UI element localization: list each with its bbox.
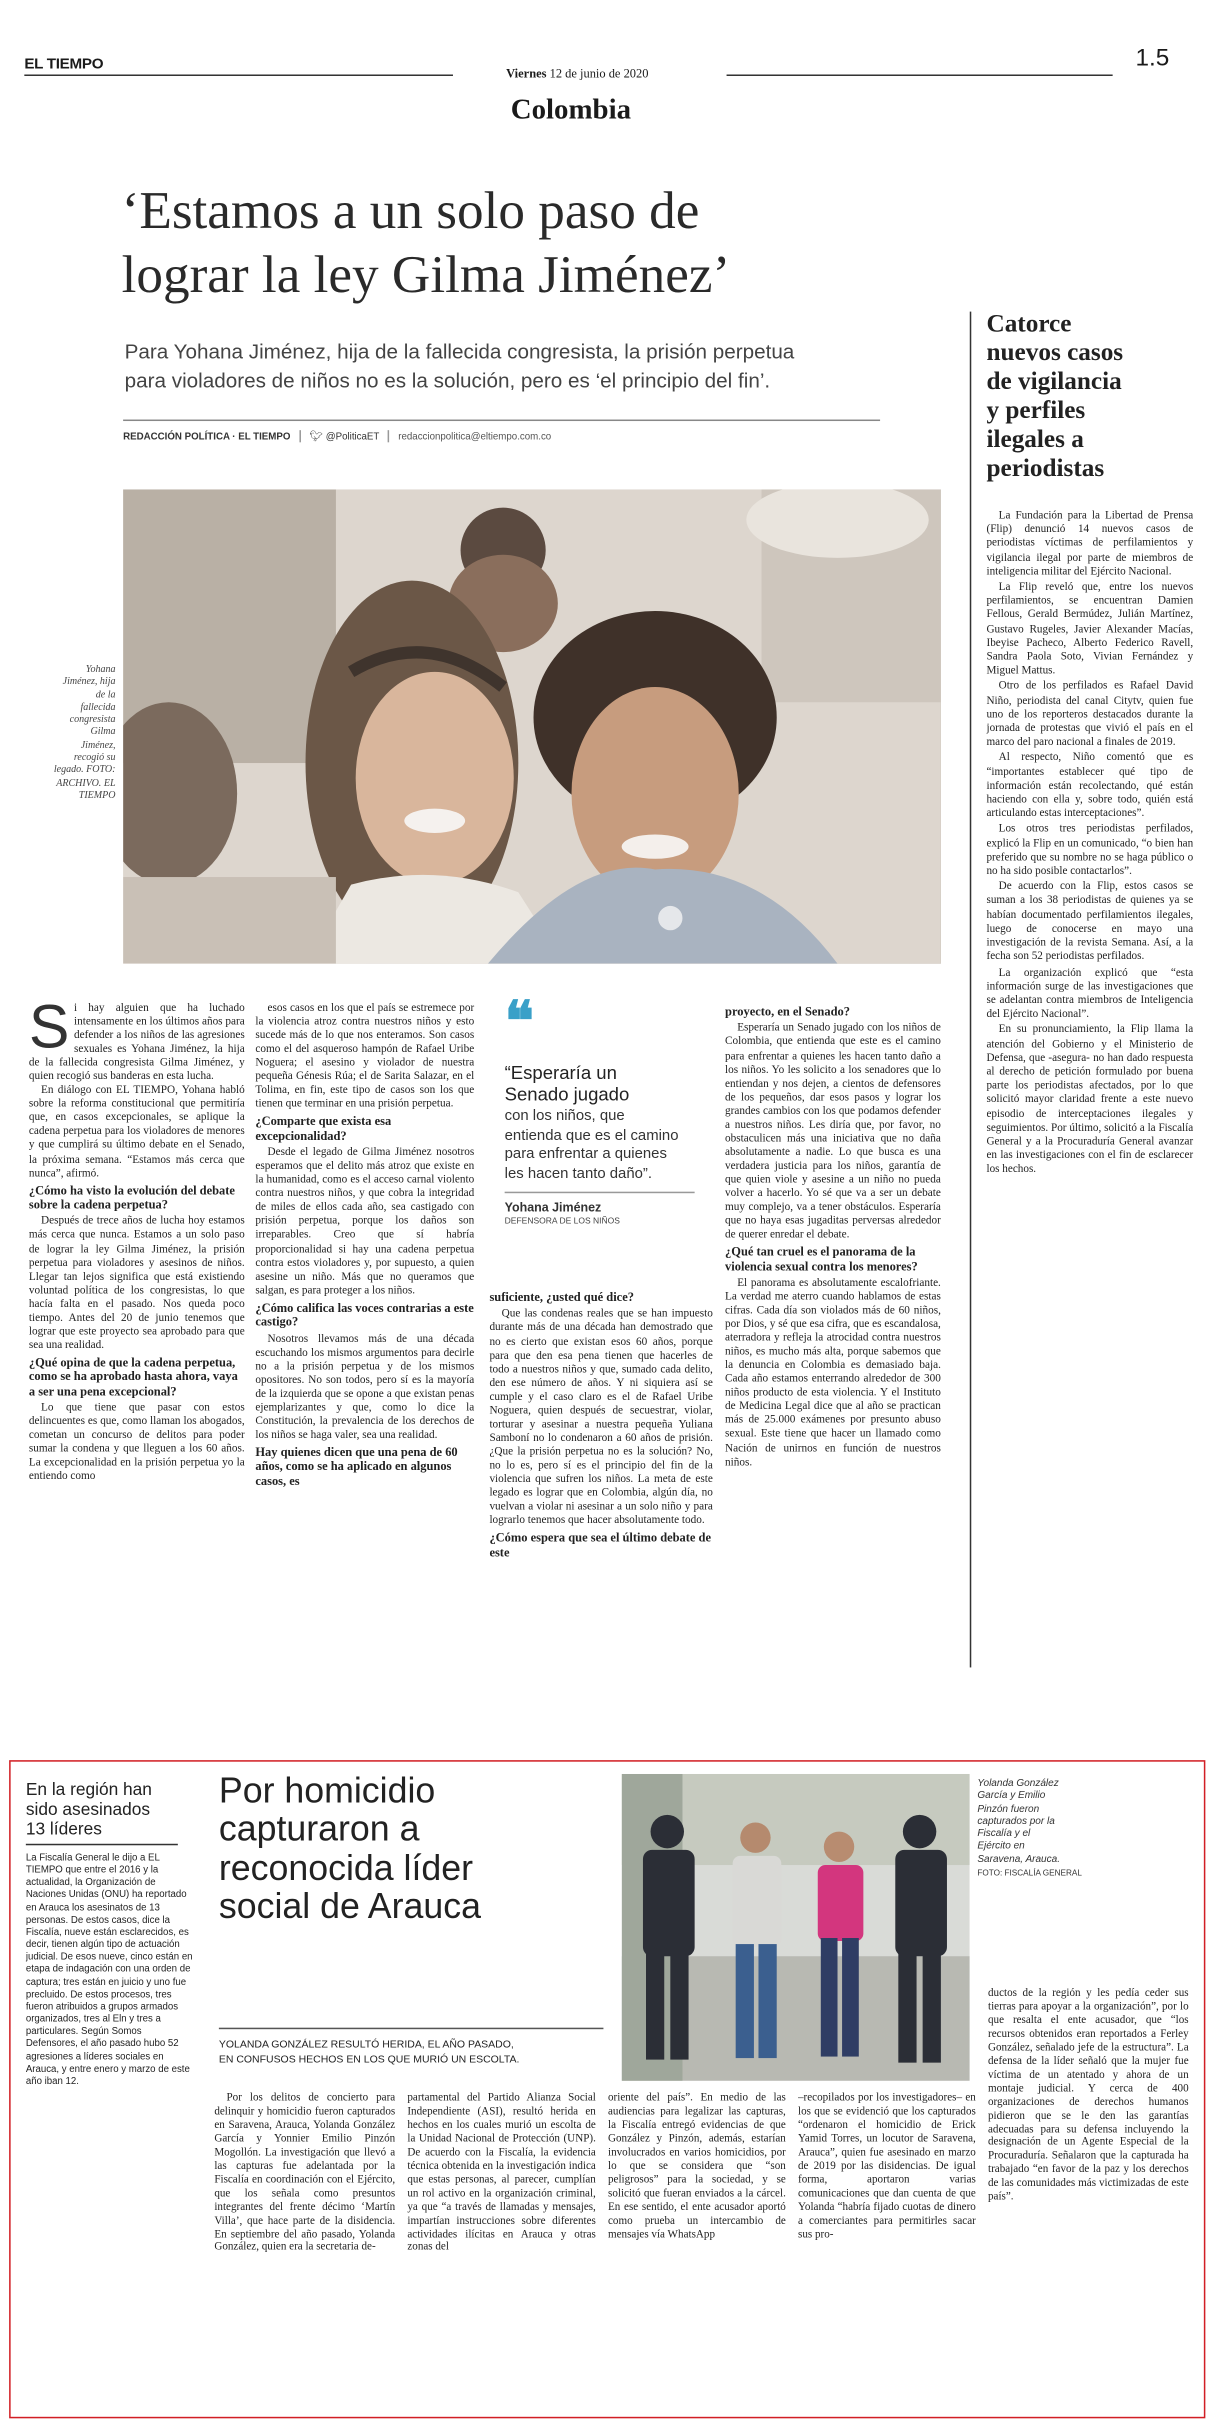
- headline-line: reconocida líder: [218, 1847, 474, 1888]
- body-paragraph: En diálogo con EL TIEMPO, Yohana habló sobre la reforma constitucional que permitiría que, en casos excepcionales, se aplique la cadena perpetua para los violadores de menores y que cumplirá su último debate en el Senado, la próxima semana. “Estamos más cerca que nunca”, afirmó.: [28, 1082, 245, 1179]
- body-paragraph: Que las condenas reales que se han impuesto durante más de una década han demostrado que no es cierto que existan esos 60 años, porque para que den esa pena tienen que hacerles de todo a nuestros niños y que, sumado cada delito, den ese número de años. Y ni siquiera así se cumple y el caso claro es el de Rafael Uribe Noguera, quien después de secuestrar, violar, torturar y asesinar a nuestra pequeña Yuliana Samboní no lo condenaron a 60 años de prisión. ¿Que la prisión perpetua no es la solución? No, no lo es, pero sí es el principio del fin de la violencia que sufren los niños. La meta de este legado es lograr que en Colombia, algún día, no vuelvan a violar ni asesinar a un solo niño y para lograrlo tenemos que hacer absolutamente todo.: [489, 1306, 713, 1527]
- caption-line: TIEMPO: [78, 790, 116, 801]
- interview-question: ¿Qué tan cruel es el panorama de la violencia sexual contra los menores?: [725, 1245, 918, 1274]
- photo-two-women: [123, 489, 941, 963]
- caption-line: Saravena, Arauca.: [977, 1854, 1061, 1865]
- twitter-handle[interactable]: @PoliticaET: [325, 431, 380, 443]
- twitter-icon: 🐦︎: [309, 431, 324, 443]
- interview-question: ¿Qué opina de que la cadena perpetua, como se ha aprobado hasta ahora, vaya a ser una pena excepcional?: [28, 1355, 238, 1398]
- body-paragraph: Desde el legado de Gilma Jiménez nosotros esperamos que el delito más atroz que existe en la humanidad, como es el acceso carnal violento contra nuestros niños, y que cobra la integridad de miles de ellos cada año, sea castigado con prisión perpetua, porque los daños son irreparables. Creo que sí habría proporcionalidad si hay una cadena perpetua contra estos violadores y, por supuesto, a quien asesine un niño. Más que no queramos que salgan, es para proteger a los niños.: [255, 1144, 475, 1297]
- sidebar-paragraph: Al respecto, Niño comentó que es “importantes establecer qué tipo de información están recolectando, qué están haciendo con ella y, sobre todo, quién está articulando estas interceptaciones”.: [986, 750, 1194, 820]
- interview-question: ¿Comparte que exista esa excepcionalidad?: [255, 1114, 392, 1143]
- caption-line: Jiménez, hija: [62, 676, 116, 688]
- bottom-headline: [219, 1772, 481, 1926]
- box-text: La Fiscalía General le dijo a EL TIEMPO que entre el 2016 y la actualidad, la Organización de Naciones Unidas (ONU) ha reportado en Arauca los asesinatos de 13 personas. De estos casos, dice la Fiscalía, nueve están esclarecidos, es decir, tienen algún tipo de actuación judicial. De esos nueve, cinco están en etapa de indagación con una orden de captura; tres están en juicio y uno fue precluido. De estos procesos, tres fueron atribuidos a grupos armados organizados, tres al Eln y tres a particulares. Según Somos Defensores, el año pasado hubo 52 agresiones a líderes sociales en Arauca, y entre enero y marzo de este año iban 12.: [25, 1852, 193, 2087]
- body-paragraph: El panorama es absolutamente escalofriante. La verdad me aterro cuando hablamos de estas cifras. Cada día son violados más de 60 niños, por Dios, y sé que esa cifra, que es escandalosa, aterradora y refleja la atrocidad contra nuestros niños, es mucho más alta, porque sabemos que la denuncia en Colombia es demasiado baja. Cada año estamos enterrando alrededor de 300 niños producto de esta violencia. Y el Instituto de Medicina Legal dice que al año se practican más de 25.000 exámenes por presunto abuso sexual. Este tiene que hacer un llamado como Nación de unirnos en función de nuestros niños.: [725, 1275, 941, 1468]
- box-title-line: 13 líderes: [25, 1820, 102, 1839]
- main-col-1: [29, 1000, 245, 1748]
- bottom-col-5: ductos de la región y les pedía ceder sus tierras para apoyar a la organización”, por lo que resalta el ente acusador, que “los recursos obtenidos eran reportados a Ferley González, señalado jefe de la estructura”. La defensa de la líder señaló que la mujer fue víctima de un atentado y ahora de un montaje judicial. Y cerca de 400 organizaciones de derechos humanos pidieron que se le den las garantías adecuadas para su defensa incluyendo la designación de un Agente Especial de la Procuraduría. Señalaron que la capturada ha trabajado “en favor de la paz y los derechos de las comunidades más victimizadas de este país”.: [988, 1986, 1189, 2203]
- byline: REDACCIÓN POLÍTICA · EL TIEMPO 🐦︎ @PoliticaET redaccionpolitica@eltiempo.com.co: [123, 431, 552, 443]
- body-paragraph: Lo que tiene que pasar con estos delincuentes es que, como llaman los abogados, cometan un concurso de delitos para poder sumar la condena y que lleguen a los 60 años. La excepcionalidad en la prisión perpetua yo la entiendo como: [28, 1400, 245, 1483]
- sidebar-paragraph: Los otros tres periodistas perfilados, explicó la Flip en un comunicado, “o bien han preferido que su nombre no se haga público o no ha sido posible contactarlos”.: [986, 821, 1194, 878]
- section-title: Colombia: [510, 94, 632, 127]
- caption-line: ARCHIVO. EL: [56, 777, 116, 789]
- bottom-photo-credit: FOTO: FISCALÍA GENERAL: [977, 1869, 1082, 1879]
- headline-line: Por homicidio: [218, 1770, 436, 1811]
- main-col-4: [725, 1000, 941, 1748]
- sidebar-title-line: Catorce: [986, 308, 1072, 338]
- quote-line: entienda que es el camino: [504, 1127, 679, 1144]
- interview-question: ¿Cómo espera que sea el último debate de este: [489, 1530, 712, 1559]
- quote-role: DEFENSORA DE LOS NIÑOS: [504, 1217, 620, 1227]
- quote-author: Yohana Jiménez: [504, 1200, 602, 1215]
- sidebar-paragraph: En su pronunciamiento, la Flip llama la atención del Gobierno y el Ministerio de Defensa, que -asegura- no han dado respuesta al derecho de petición formulado por buena parte los periodistas afectados, por lo que solicitó mayor claridad frente a este nuevo episodio de interceptaciones ilegales y seguimientos. Por último, solicitó a la Fiscalía General y a la Procuraduría General avanzar en las investigaciones con el fin de esclarecer los hechos.: [986, 1021, 1194, 1176]
- sidebar-title-line: nuevos casos: [986, 337, 1124, 367]
- quote-line: Senado jugado: [504, 1083, 630, 1106]
- sidebar-title-line: periodistas: [986, 452, 1105, 482]
- bottom-col-4: –recopilados por los investigadores– en los que se evidenció que los capturados “ordenaron el homicidio de Erick Yamid Torres, un locutor de Saravena, Arauca”, quien fue asesinado en marzo de 2019 por las disidencias. De igual forma, aportaron varias comunicaciones que dan cuenta de que Yolanda “habría fijado cuotas de dinero a comerciantes para permitirles sacar sus pro-: [798, 2091, 976, 2240]
- page-number: 1.5: [1135, 45, 1170, 72]
- body-paragraph: Después de trece años de lucha hoy estamos más cerca que nunca. Estamos a un solo paso de lograr la ley Gilma Jiménez, la prisión perpetua para violadores y asesinos de niños. Llegar tan lejos significa que está existiendo voluntad política de los congresistas, lo que hacía falta en el pasado. Nos queda poco tiempo. Antes del 20 de junio tenemos que lograr que este proyecto sea aprobado para que sea una realidad.: [28, 1213, 245, 1352]
- sidebar-title-line: y perfiles: [986, 394, 1086, 424]
- caption-line: capturados por la: [977, 1816, 1055, 1827]
- interview-question: Hay quienes dicen que una pena de 60 años, como se ha aplicado en algunos casos, es: [255, 1445, 458, 1488]
- caption-line: recogió su: [73, 752, 116, 764]
- quote-line: para enfrentar a quienes: [504, 1146, 667, 1164]
- headline-line: social de Arauca: [218, 1886, 482, 1926]
- caption-line: García y Emilio: [977, 1791, 1046, 1802]
- bottom-col-1: Por los delitos de concierto para delinquir y homicidio fueron capturados en Saravena, Arauca, Yolanda González García y Yonnier Emilio Pinzón Mogollón. La investigación que llevó a las capturas fue adelantada por la Fiscalía en coordinación con el Ejército, que los señala como presuntos integrantes del frente décimo ‘Martín Villa’, que hace parte de la disidencia. En septiembre del año pasado, Yolanda González, quien era la secretaria de-: [214, 2091, 396, 2254]
- body-paragraph: esos casos en los que el país se estremece por la violencia atroz contra nuestros niños y esto sucede más de lo que nos enteramos. Son casos como el del asqueroso hampón de Rafael Uribe Noguera; el asesino y violador de nuestra pequeña Génesis Rúa; el de Sarita Salazar, en el Tolima, en fin, este tipo de casos son los que tienen que terminar en una prisión perpetua.: [255, 1000, 475, 1111]
- caption-line: Fiscalía y el: [977, 1828, 1031, 1840]
- main-photo: [123, 489, 941, 963]
- body-paragraph: Nosotros llevamos más de una década escuchando los mismos argumentos para decirle no a la prisión perpetua y de los mismos opositores. No son todos, pero sí es la mayoría de la izquierda que se opone a que existan penas ejemplarizantes y que, como lo dice la Constitución, la prevalencia de los derechos de los niños se haga valer, sea una realidad.: [255, 1330, 475, 1441]
- headline-line: capturaron a: [218, 1809, 420, 1849]
- main-photo-caption: [30, 664, 115, 803]
- main-deck: Para Yohana Jiménez, hija de la fallecida congresista, la prisión perpetua para violadores de niños no es la solución, pero es ‘el principio del fin’.: [124, 340, 795, 393]
- caption-line: Pinzón fueron: [977, 1803, 1040, 1815]
- main-col-3: [489, 1286, 712, 1748]
- quote-line: con los niños, que: [504, 1108, 625, 1125]
- caption-line: Yolanda González: [977, 1778, 1059, 1790]
- interview-question: proyecto, en el Senado?: [725, 1004, 850, 1019]
- bottom-col-2: partamental del Partido Alianza Social Independiente (ASI), resultó herida en hechos en los cuales murió un escolta de la Unidad Nacional de Protección (UNP). De acuerdo con la Fiscalía, la evidencia técnica obtenida en la investigación indica que estas personas, al parecer, cumplían un rol activo en la organización criminal, ya que “a través de llamadas y mensajes, impartían instrucciones sobre diferentes actividades ilícitas en Arauca y otras zonas del: [407, 2091, 596, 2254]
- sidebar-paragraph: Otro de los perfilados es Rafael David Niño, periodista del canal Citytv, quien fue uno de los reporteros destacados durante la jornada de protestas que vivió el país en el marco del paro nacional a finales de 2019.: [986, 678, 1194, 749]
- caption-line: congresista: [69, 714, 116, 726]
- sidebar-title-line: de vigilancia: [986, 366, 1122, 395]
- interview-question: ¿Cómo ha visto la evolución del debate sobre la cadena perpetua?: [28, 1183, 235, 1212]
- sidebar-body: [986, 508, 1193, 1671]
- caption-line: de la: [95, 689, 116, 701]
- photo-four-people: [622, 1774, 970, 2081]
- bottom-col-3: oriente del país”. En medio de las audiencias para legalizar las capturas, la Fiscalía entregó evidencias de que González y Pinzón, además, estarían involucrados en varios homicidios, por lo que se considera que “son peligrosos” para la sociedad, y se solicitó que fueran enviados a la cárcel. En ese sentido, el ente acusador aportó como prueba un intercambio de mensajes vía WhatsApp: [608, 2091, 786, 2240]
- sidebar-paragraph: De acuerdo con la Flip, estos casos se suman a los 38 periodistas de quienes ya se habían documentado perfilamientos ilegales, luego de conocerse en mayo una investigación de la revista Semana. Así, a la fecha son 52 periodistas perfilados.: [986, 878, 1194, 963]
- email-address[interactable]: redaccionpolitica@eltiempo.com.co: [398, 431, 552, 443]
- masthead-date: Viernes 12 de junio de 2020: [506, 66, 649, 81]
- caption-line: Gilma: [90, 727, 116, 738]
- caption-line: Yohana: [85, 664, 116, 675]
- sidebar-title-line: ilegales a: [986, 423, 1084, 453]
- main-col-2: [255, 1000, 474, 1748]
- masthead-logo: EL TIEMPO: [24, 56, 104, 73]
- bottom-photo-caption: [977, 1778, 1114, 1866]
- quote-line: “Esperaría un: [504, 1062, 617, 1084]
- interview-question: suficiente, ¿usted qué dice?: [489, 1290, 634, 1305]
- caption-line: Ejército en: [977, 1841, 1025, 1853]
- main-headline: ‘Estamos a un solo paso de lograr la ley Gilma Jiménez’: [121, 180, 731, 304]
- quote-icon: ❝: [504, 991, 535, 1052]
- caption-line: fallecida: [80, 702, 116, 713]
- caption-line: legado. FOTO:: [53, 765, 116, 776]
- sidebar-paragraph: La Flip reveló que, entre los nuevos perfilamientos, se encuentran Damien Fellous, Gerald Bermúdez, Julián Martínez, Gustavo Rugeles, Javier Alexander Macías, Ibeyise Pacheco, Alberto Federico Ravell, Sandra Paola Soto, Vivian Fernández y Miguel Mattus.: [986, 579, 1194, 677]
- bottom-deck: YOLANDA GONZÁLEZ RESULTÓ HERIDA, EL AÑO PASADO, EN CONFUSOS HECHOS EN LOS QUE MURIÓ UN ESCOLTA.: [218, 2039, 520, 2066]
- caption-line: Jiménez,: [80, 739, 116, 751]
- bottom-photo: [622, 1774, 970, 2081]
- interview-question: ¿Cómo califica las voces contrarias a este castigo?: [255, 1300, 474, 1329]
- body-paragraph: Esperaría un Senado jugado con los niños de Colombia, que entienda que este es el camino para enfrentar a quienes les hacen tanto daño a los niños. Yo les solicito a los senadores que lo entiendan y nos dejen, a cientos de defensores de los pequeños, dar esos pasos y lograr los grandes cambios con los que podamos defender a nuestros niños. Les diría que, por favor, no obstaculicen más una iniciativa que no daña absolutamente a nadie. Lo que busca es una verdadera justicia para los niños, garantía de que quien viole y asesine a un niño no pueda volver a hacerlo. Yo sé que va a ser un debate muy complejo, va a tener obstáculos. Esperaría que no haya esas jugaditas perversas alrededor de querer enredar el debate.: [725, 1020, 941, 1241]
- box-title-line: sido asesinados: [25, 1800, 151, 1820]
- drop-cap: S: [28, 1000, 70, 1061]
- quote-line: les hacen tanto daño”.: [504, 1165, 653, 1183]
- sidebar-paragraph: La Fundación para la Libertad de Prensa (Flip) denunció 14 nuevos casos de periodistas víctimas de perfilamientos y vigilancia ilegal por parte de miembros de inteligencia militar del Ejército Nacional.: [986, 507, 1194, 578]
- sidebar-title: [986, 310, 1123, 482]
- box-title: [26, 1781, 190, 1839]
- box-title-line: En la región han: [25, 1781, 152, 1800]
- sidebar-paragraph: La organización explicó que “esta información surge de las investigaciones que se adelantan contra miembros de Inteligencia del Ejército Nacional”.: [986, 964, 1194, 1021]
- body-paragraph: Si hay alguien que ha luchado intensamente en los últimos años para defender a los niños de las agresiones sexuales es Yohana Jiménez, la hija de la fallecida congresista Gilma Jiménez, y quien recogió sus banderas en esta lucha.: [28, 1000, 245, 1083]
